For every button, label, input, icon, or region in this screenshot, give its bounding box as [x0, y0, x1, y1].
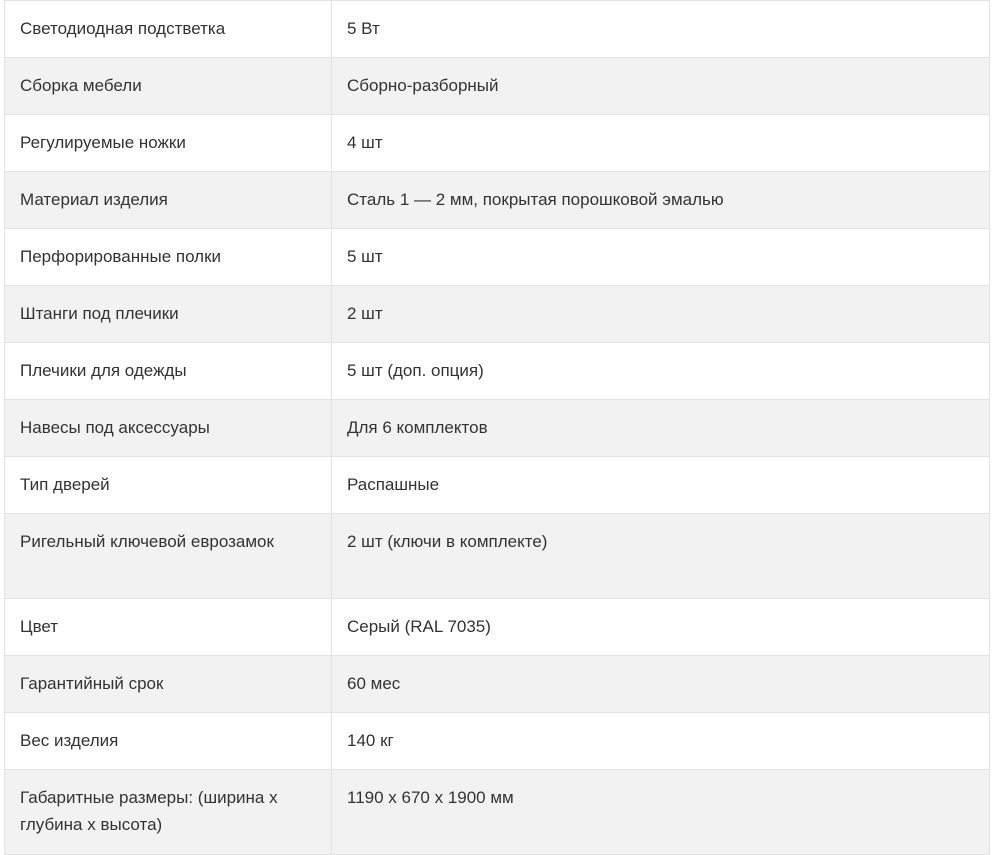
spec-value: 2 шт (ключи в комплекте) [332, 514, 990, 599]
table-row [5, 343, 990, 400]
spec-key: Вес изделия [5, 713, 332, 770]
spec-value: 60 мес [332, 656, 990, 713]
table-row [5, 400, 990, 457]
spec-key: Ригельный ключевой еврозамок [5, 514, 332, 599]
table-row [5, 58, 990, 115]
spec-value: 5 шт [332, 229, 990, 286]
table-row [5, 229, 990, 286]
table-row [5, 1, 990, 58]
spec-key: Габаритные размеры: (ширина х глубина х высота) [5, 770, 332, 855]
spec-value: Для 6 комплектов [332, 400, 990, 457]
table-row [5, 457, 990, 514]
spec-value: 140 кг [332, 713, 990, 770]
spec-key: Сборка мебели [5, 58, 332, 115]
spec-key: Материал изделия [5, 172, 332, 229]
table-row [5, 286, 990, 343]
spec-key: Штанги под плечики [5, 286, 332, 343]
spec-key: Тип дверей [5, 457, 332, 514]
spec-value: 2 шт [332, 286, 990, 343]
spec-value: 5 Вт [332, 1, 990, 58]
spec-key: Навесы под аксессуары [5, 400, 332, 457]
spec-key: Светодиодная подстветка [5, 1, 332, 58]
spec-table [4, 0, 990, 855]
table-row [5, 115, 990, 172]
spec-value: 4 шт [332, 115, 990, 172]
spec-value: 5 шт (доп. опция) [332, 343, 990, 400]
spec-key: Гарантийный срок [5, 656, 332, 713]
spec-key: Цвет [5, 599, 332, 656]
spec-value: Серый (RAL 7035) [332, 599, 990, 656]
table-row [5, 770, 990, 855]
spec-key: Плечики для одежды [5, 343, 332, 400]
spec-value: Сталь 1 — 2 мм, покрытая порошковой эмалью [332, 172, 990, 229]
spec-key: Регулируемые ножки [5, 115, 332, 172]
table-row [5, 172, 990, 229]
table-row [5, 514, 990, 599]
table-row [5, 713, 990, 770]
spec-value: Сборно-разборный [332, 58, 990, 115]
table-row [5, 656, 990, 713]
spec-value: 1190 х 670 х 1900 мм [332, 770, 990, 855]
spec-key: Перфорированные полки [5, 229, 332, 286]
spec-value: Распашные [332, 457, 990, 514]
table-row [5, 599, 990, 656]
